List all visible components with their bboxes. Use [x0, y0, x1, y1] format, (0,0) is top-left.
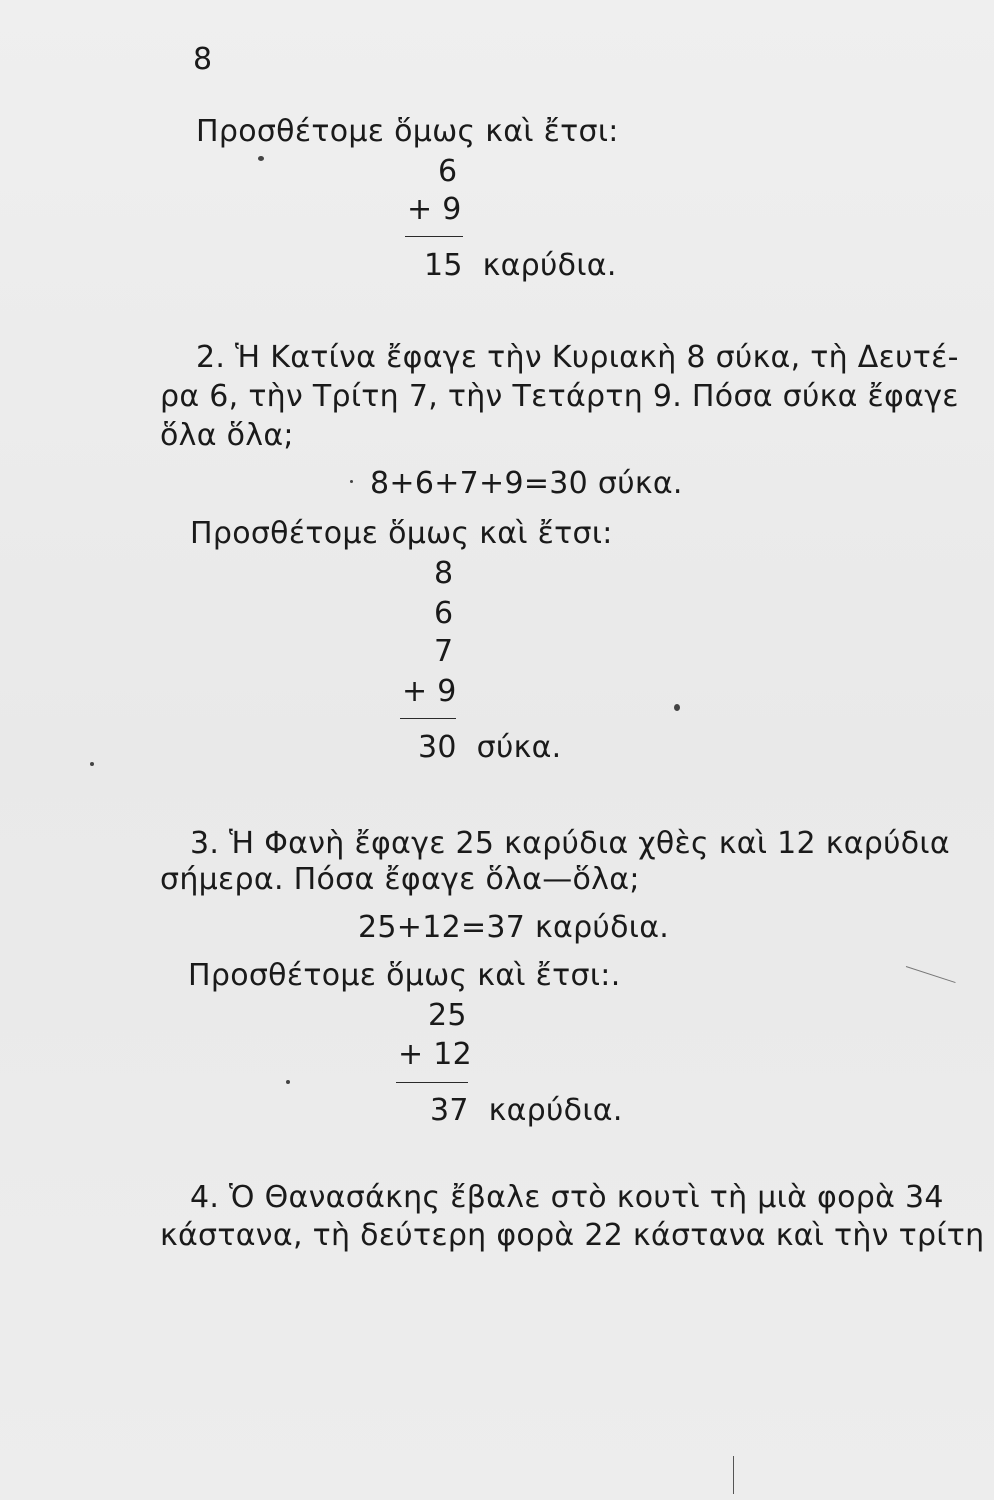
- scan-speck: [674, 704, 680, 711]
- problem2-line-2: ρα 6, τὴν Τρίτη 7, τὴν Τετάρτη 9. Πόσα σύκα ἔφαγε: [160, 379, 959, 414]
- problem3-vertical-label: Προσθέτομε ὅμως καὶ ἔτσι:.: [188, 958, 621, 993]
- intro-result-value: 15: [424, 248, 463, 283]
- intro-operand-2: + 9: [407, 192, 462, 227]
- intro-result-unit: καρύδια.: [482, 248, 617, 283]
- problem2-equation: 8+6+7+9=30 σύκα.: [370, 466, 683, 501]
- intro-sum-rule: [405, 236, 463, 237]
- problem2-result-unit: σύκα.: [476, 730, 562, 765]
- problem4-line-1: 4. Ὁ Θανασάκης ἔβαλε στὸ κουτὶ τὴ μιὰ φορὰ 34: [190, 1180, 944, 1215]
- scan-mark: [733, 1456, 734, 1494]
- intro-result: [424, 248, 617, 284]
- scan-speck: [286, 1080, 290, 1084]
- problem2-sum-rule: [400, 718, 456, 719]
- scan-speck: [90, 762, 94, 766]
- problem2-line-1: 2. Ἡ Κατίνα ἔφαγε τὴν Κυριακὴ 8 σύκα, τὴ Δευτέ-: [196, 340, 959, 375]
- intro-label: Προσθέτομε ὅμως καὶ ἔτσι:: [196, 114, 619, 149]
- problem2-operand-2: 6: [434, 596, 454, 631]
- problem2-operand-1: 8: [434, 556, 454, 591]
- problem2-result-value: 30: [418, 730, 457, 765]
- problem3-sum-rule: [396, 1082, 468, 1083]
- scan-speck: [258, 156, 264, 161]
- problem2-operand-3: 7: [434, 634, 454, 669]
- problem2-result: [418, 730, 562, 766]
- problem3-result-unit: καρύδια.: [488, 1093, 623, 1128]
- problem3-operand-2: + 12: [398, 1037, 473, 1072]
- problem2-operand-4: + 9: [402, 674, 457, 709]
- problem2-line-3: ὅλα ὅλα;: [160, 418, 294, 453]
- intro-operand-1: 6: [438, 154, 458, 189]
- problem3-operand-1: 25: [428, 998, 467, 1033]
- problem3-result: [430, 1093, 623, 1129]
- problem2-vertical-label: Προσθέτομε ὅμως καὶ ἔτσι:: [190, 516, 613, 551]
- problem3-result-value: 37: [430, 1093, 469, 1128]
- problem3-line-1: 3. Ἡ Φανὴ ἔφαγε 25 καρύδια χθὲς καὶ 12 καρύδια: [190, 826, 950, 861]
- problem4-line-2: κάστανα, τὴ δεύτερη φορὰ 22 κάστανα καὶ τὴν τρίτη: [160, 1218, 985, 1253]
- problem3-line-2: σήμερα. Πόσα ἔφαγε ὅλα—ὅλα;: [160, 862, 640, 897]
- problem3-equation: 25+12=37 καρύδια.: [358, 910, 670, 945]
- page-number: 8: [193, 42, 213, 77]
- scan-mark: [906, 966, 956, 983]
- scan-speck: [350, 480, 353, 483]
